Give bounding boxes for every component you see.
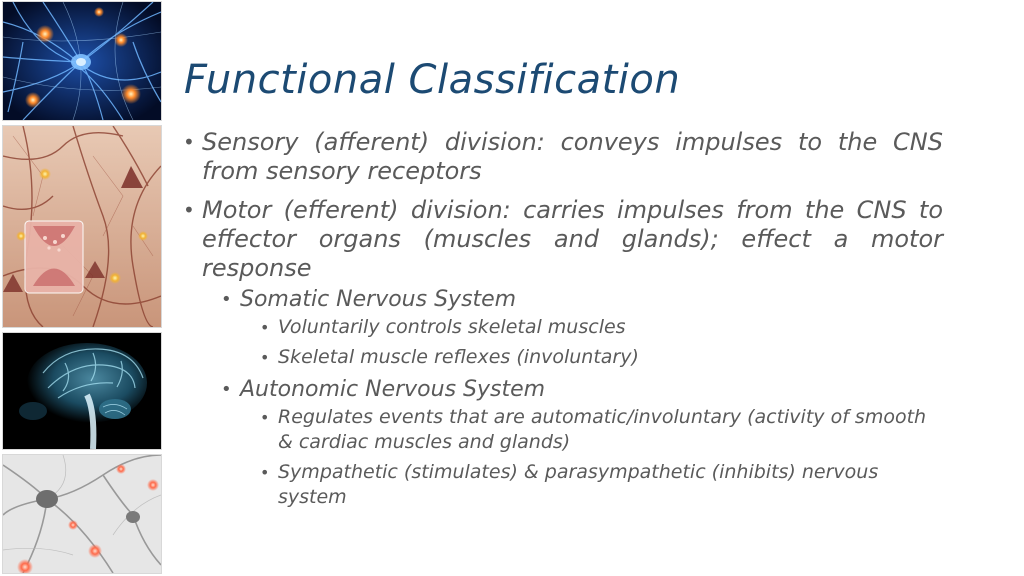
image-strip xyxy=(0,0,168,576)
neurons-and-synapse-illustration-image xyxy=(2,125,162,328)
list-item xyxy=(260,460,943,510)
list-item xyxy=(260,405,943,455)
list-item-text: Motor (efferent) division: carries impulses from the CNS to effector organs (muscles and glands); effect a motor response xyxy=(202,196,943,282)
bullet-icon: • xyxy=(221,379,232,400)
list-item xyxy=(221,375,943,405)
bullet-icon: • xyxy=(260,318,270,337)
neuron-network-blue-image xyxy=(2,1,162,121)
list-item xyxy=(183,196,943,283)
list-item xyxy=(183,128,943,186)
brain-sagittal-scan-image xyxy=(2,332,162,450)
bullet-icon: • xyxy=(183,198,195,222)
list-item-text: Regulates events that are automatic/involuntary (activity of smooth & cardiac muscles and glands) xyxy=(278,406,927,453)
list-item-text: Sympathetic (stimulates) & parasympathetic (inhibits) nervous system xyxy=(278,461,879,508)
neuron-network-white-image xyxy=(2,454,162,574)
bullet-icon: • xyxy=(260,348,270,367)
bullet-icon: • xyxy=(260,463,270,482)
bullet-icon: • xyxy=(221,289,232,310)
list-item xyxy=(260,345,943,370)
slide-title: Functional Classification xyxy=(184,57,681,103)
bullet-list xyxy=(183,128,943,515)
list-item-text: Autonomic Nervous System xyxy=(240,377,546,402)
list-item xyxy=(221,285,943,315)
list-item-text: Voluntarily controls skeletal muscles xyxy=(278,316,626,338)
bullet-icon: • xyxy=(260,408,270,427)
list-item-text: Somatic Nervous System xyxy=(240,287,517,312)
list-item-text: Sensory (afferent) division: conveys impulses to the CNS from sensory receptors xyxy=(202,128,943,185)
list-item xyxy=(260,315,943,340)
list-item-text: Skeletal muscle reflexes (involuntary) xyxy=(278,346,639,368)
bullet-icon: • xyxy=(183,130,195,154)
